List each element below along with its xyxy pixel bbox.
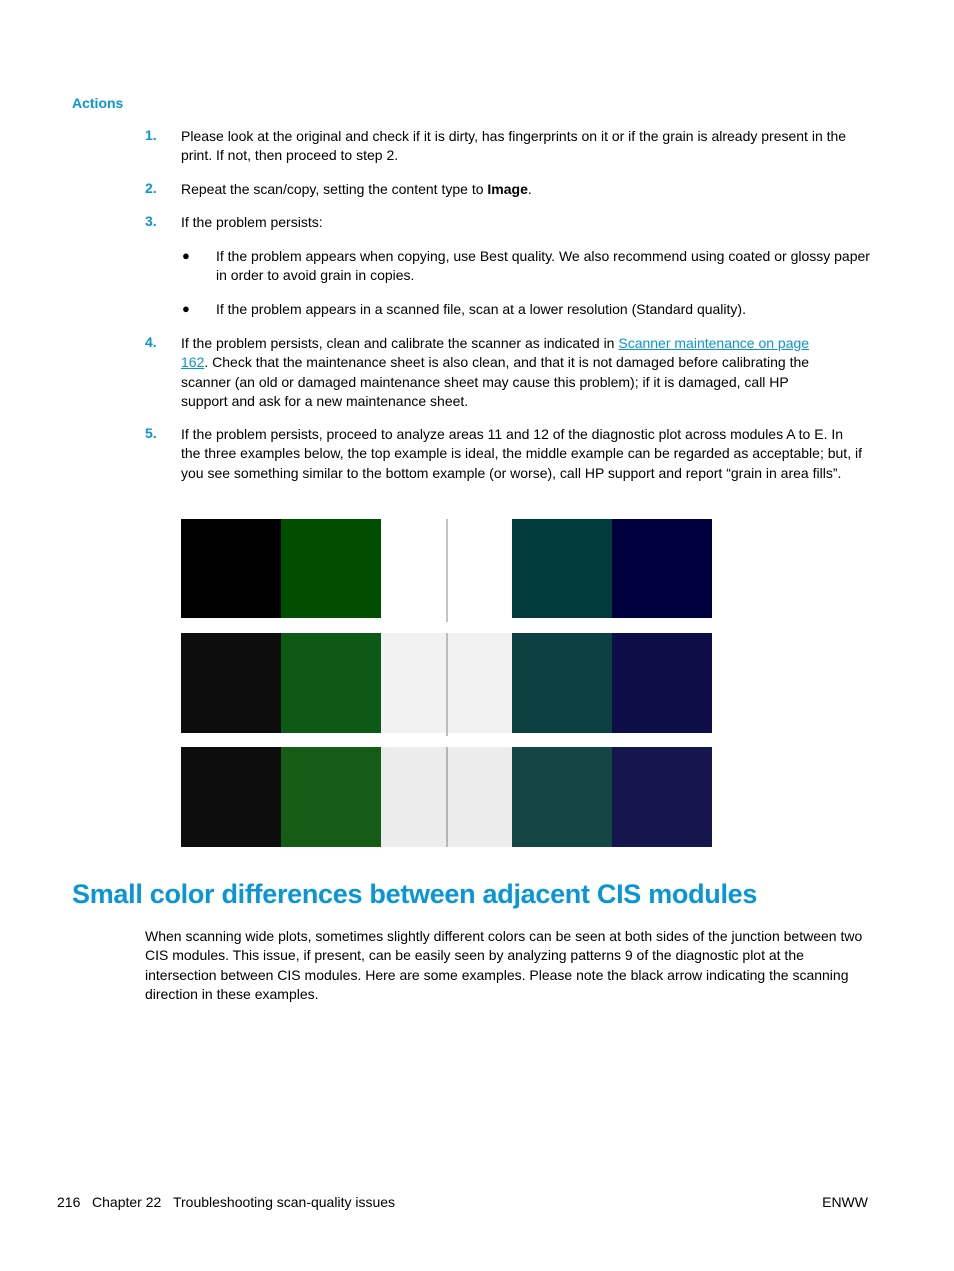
module-junction-line: [446, 633, 448, 736]
swatch-teal: [512, 633, 612, 733]
swatch-navy: [612, 747, 712, 847]
swatch-black: [181, 519, 281, 618]
module-junction-line: [446, 519, 448, 622]
chapter-label: Chapter 22: [92, 1194, 162, 1210]
chapter-title: Troubleshooting scan-quality issues: [172, 1194, 396, 1210]
step-number: 3.: [145, 213, 157, 229]
step-number: 4.: [145, 334, 157, 350]
step-text: If the problem persists, proceed to analyze areas 11 and 12 of the diagnostic plot across modules A to E. In the three examples below, the top example is ideal, the middle example can be regarded as acceptable; but, if you see something similar to the bottom example (or worse), call HP support and report “grain in area fills”.: [181, 426, 862, 481]
step-text: Repeat the scan/copy, setting the content type to Image.: [181, 181, 532, 197]
step-number: 1.: [145, 127, 157, 143]
swatch-navy: [612, 633, 712, 733]
bullet-icon: ●: [182, 248, 190, 263]
bullet-icon: ●: [182, 301, 190, 316]
footer-left: [57, 1194, 395, 1210]
step-text: If the problem persists:: [181, 214, 323, 230]
step-text: Please look at the original and check if it is dirty, has fingerprints on it or if the grain is already present in the print. If not, then proceed to step 2.: [181, 128, 847, 164]
diagnostic-figure: [181, 519, 713, 848]
swatch-green: [281, 633, 381, 733]
section-title: Actions: [72, 95, 124, 111]
bullet-text: If the problem appears in a scanned file, scan at a lower resolution (Standard quality).: [216, 301, 746, 317]
swatch-white-right: [412, 519, 512, 618]
bullet-text: If the problem appears when copying, use Best quality. We also recommend using coated or glossy paper in order to avoid grain in copies.: [216, 248, 870, 284]
module-junction-line: [446, 747, 448, 847]
step-number: 5.: [145, 425, 157, 441]
step-text: If the problem persists, clean and calibrate the scanner as indicated in Scanner maintenance on page 162. Check that the maintenance sheet is also clean, and that it is not damaged before calibrating the scanner (an old or damaged maintenance sheet may cause this problem); if it is damaged, call HP support and ask for a new maintenance sheet.: [181, 335, 810, 409]
section-heading: Small color differences between adjacent CIS modules: [72, 879, 758, 909]
swatch-black: [181, 747, 281, 847]
swatch-green: [281, 747, 381, 847]
step-number: 2.: [145, 180, 157, 196]
page-number: 216: [57, 1194, 81, 1210]
swatch-navy: [612, 519, 712, 618]
scanner-maintenance-link[interactable]: Scanner maintenance on page 162: [181, 335, 810, 371]
swatch-green: [281, 519, 381, 618]
content-type-image: Image: [487, 181, 528, 197]
footer-right: ENWW: [822, 1194, 868, 1210]
swatch-black: [181, 633, 281, 733]
swatch-teal: [512, 519, 612, 618]
intro-paragraph: When scanning wide plots, sometimes slightly different colors can be seen at both sides of the junction between two CIS modules. This issue, if present, can be easily seen by analyzing patterns 9 of the diagnostic plot at the intersection between CIS modules. Here are some examples. Please note the black arrow indicating the scanning direction in these examples.: [145, 928, 863, 1002]
swatch-teal: [512, 747, 612, 847]
